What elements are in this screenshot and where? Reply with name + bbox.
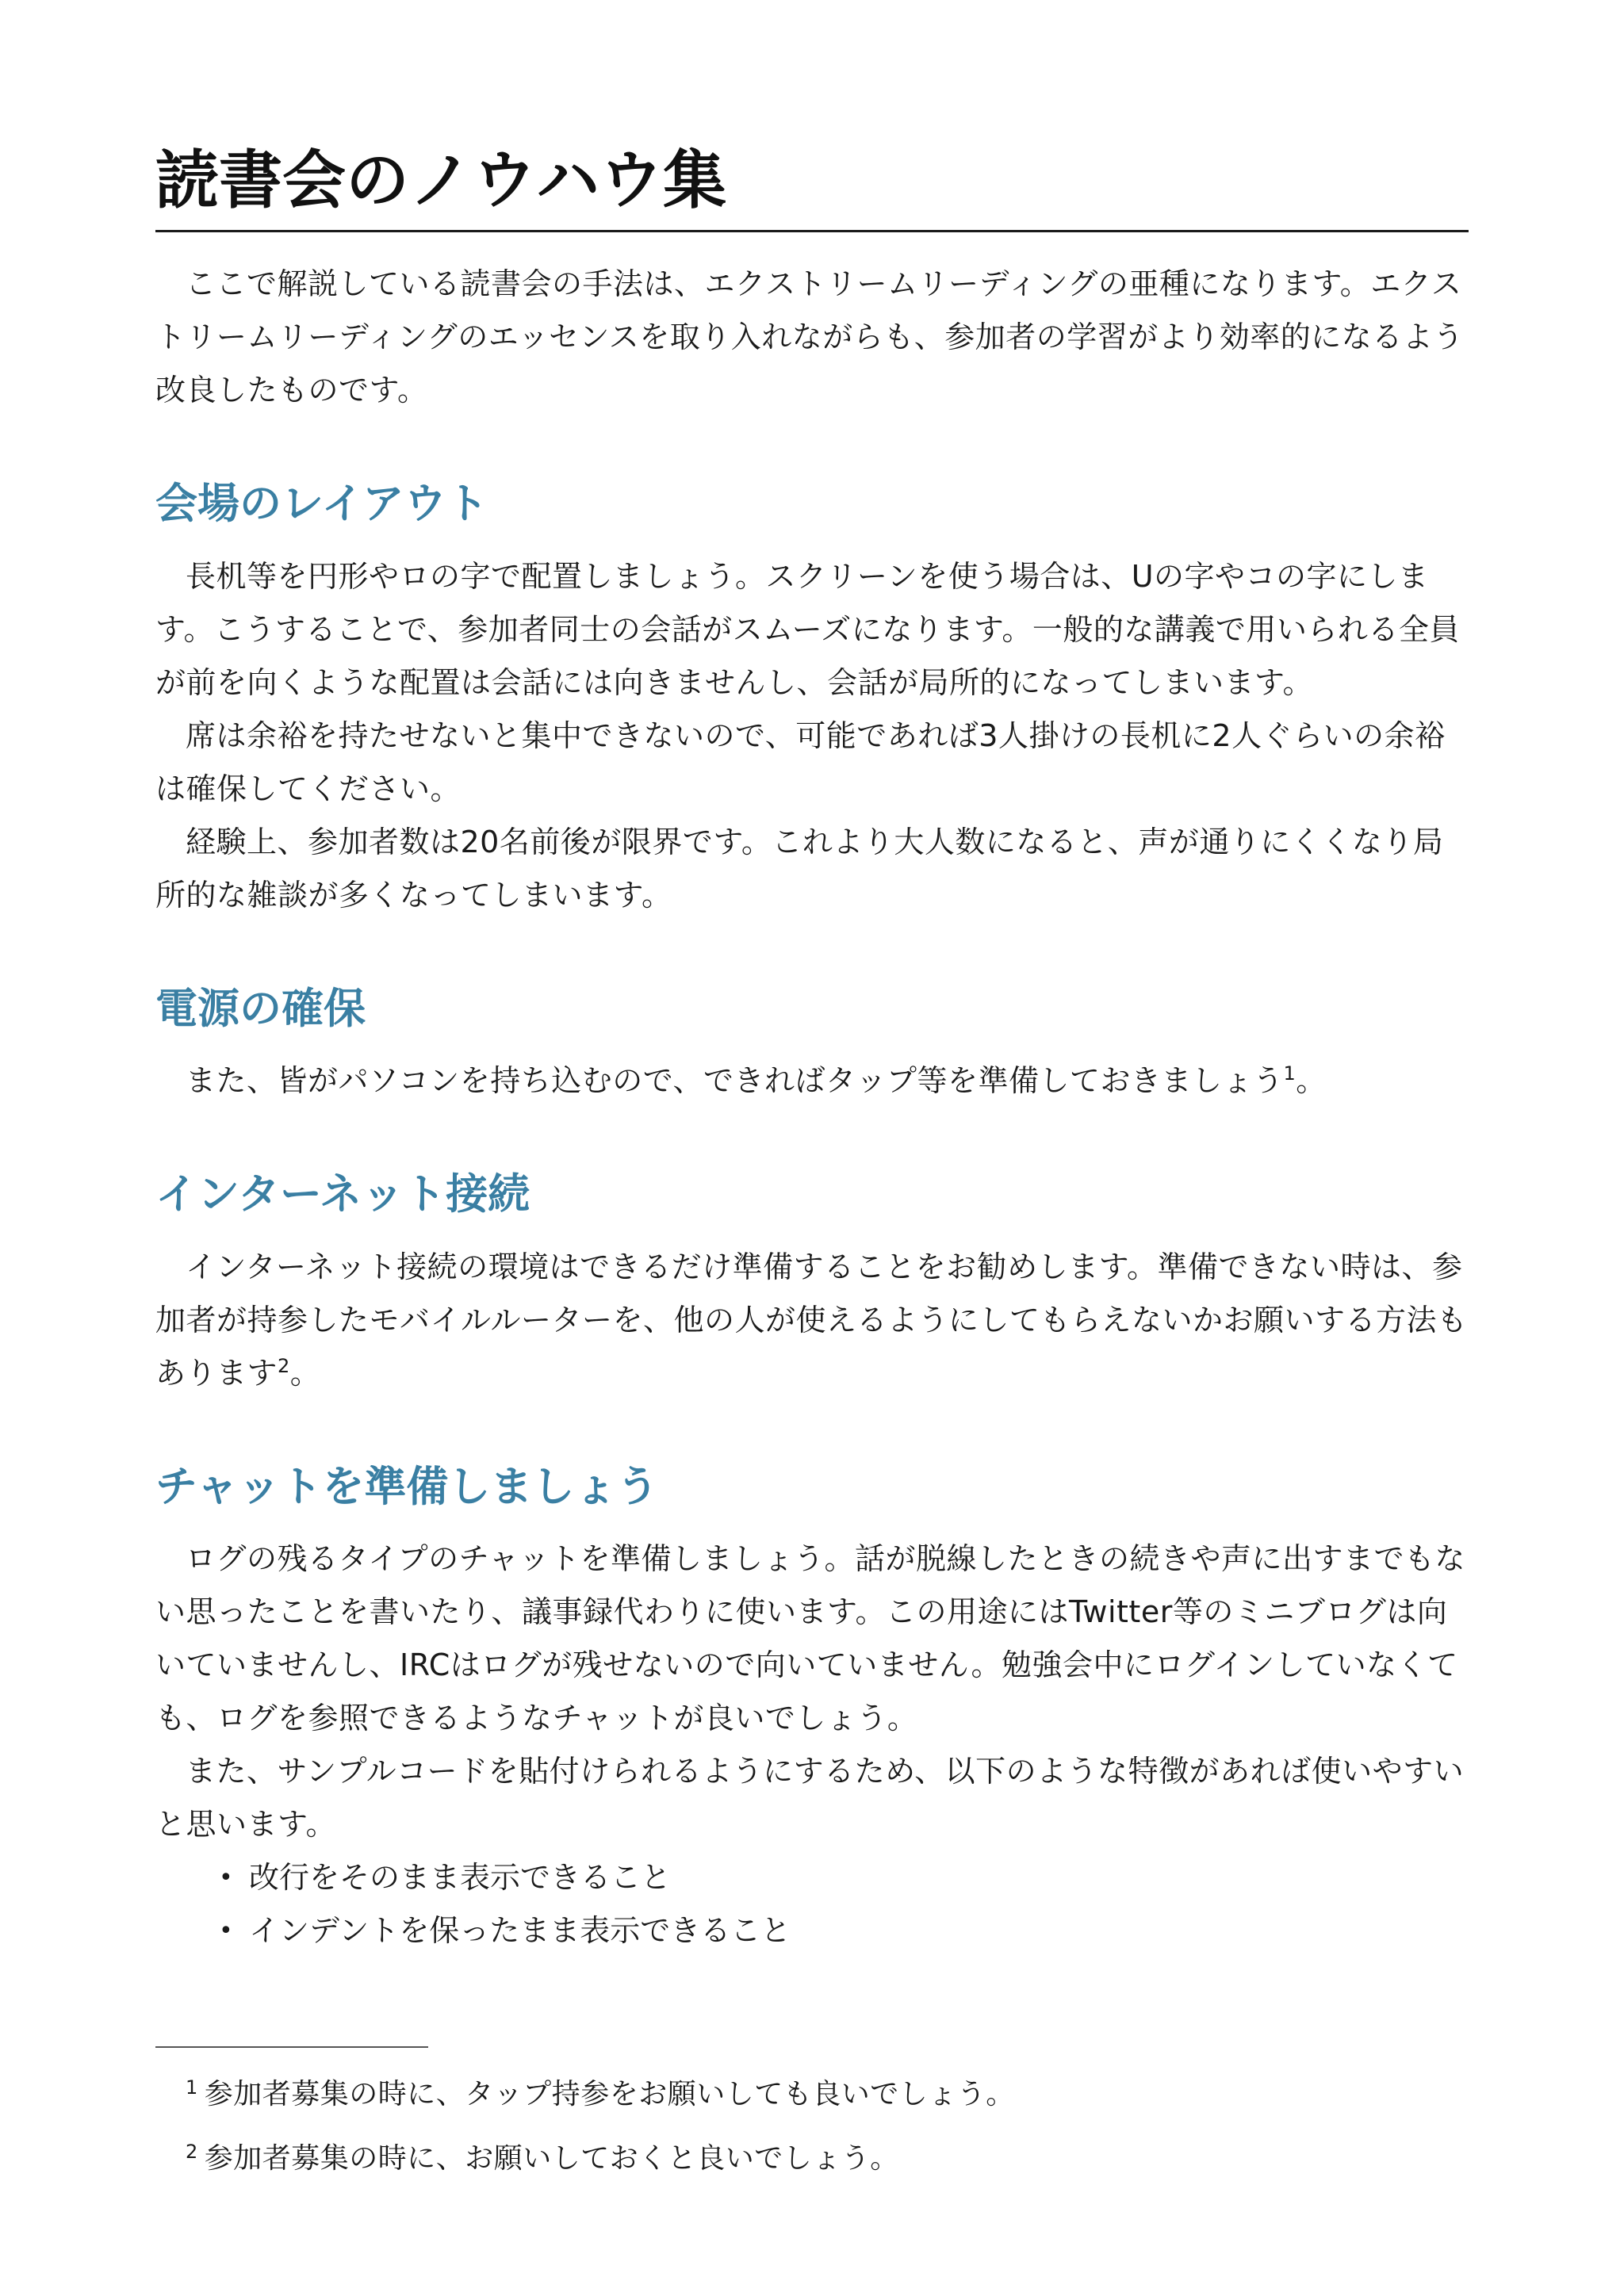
chat-paragraph-1: ログの残るタイプのチャットを準備しましょう。話が脱線したときの続きや声に出すまでもない思ったことを書いたり、議事録代わりに使います。この用途にはTwitter等のミニブログは向いていませんし、IRCはログが残せないので向いていません。勉強会中にログインしていなくても、ログを参照できるようなチャットが良いでしょう。 bbox=[155, 1541, 1465, 1736]
footnote-ref-2[interactable]: 2 bbox=[278, 1354, 290, 1377]
list-item-text: インデントを保ったまま表示できること bbox=[249, 1913, 791, 1949]
list-item bbox=[219, 1851, 1469, 1904]
section-heading-power: 電源の確保 bbox=[155, 984, 366, 1033]
list-item-text: 改行をそのまま表示できること bbox=[249, 1860, 672, 1896]
chat-feature-list bbox=[155, 1851, 1469, 1957]
layout-paragraph-2: 席は余裕を持たせないと集中できないので、可能であれば3人掛けの長机に2人ぐらいの余裕は確保してください。 bbox=[155, 718, 1446, 806]
section-heading-chat: チャットを準備しましょう bbox=[155, 1462, 659, 1511]
bullet-icon: • bbox=[219, 1917, 233, 1946]
footnote-number: 1 bbox=[186, 2076, 198, 2099]
internet-paragraph-text: インターネット接続の環境はできるだけ準備することをお勧めします。準備できない時は、参加者が持参したモバイルルーターを、他の人が使えるようにしてもらえないかお願いする方法もあります bbox=[155, 1249, 1468, 1391]
section-heading-internet: インターネット接続 bbox=[155, 1170, 530, 1219]
layout-paragraph-3: 経験上、参加者数は20名前後が限界です。これより大人数になると、声が通りにくくなり局所的な雑談が多くなってしまいます。 bbox=[155, 824, 1444, 913]
footnote-ref-1[interactable]: 1 bbox=[1283, 1062, 1297, 1085]
footnote-1 bbox=[155, 2059, 1469, 2123]
section-heading-layout: 会場のレイアウト bbox=[155, 480, 488, 528]
footnote-text: 参加者募集の時に、タップ持参をお願いしても良いでしょう。 bbox=[204, 2078, 1015, 2111]
chat-paragraph-2: また、サンプルコードを貼付けられるようにするため、以下のような特徴があれば使いやすいと思います。 bbox=[155, 1754, 1465, 1843]
list-item bbox=[219, 1904, 1469, 1957]
internet-paragraph-end: 。 bbox=[289, 1355, 321, 1391]
internet-paragraph bbox=[155, 1241, 1469, 1400]
power-paragraph-end: 。 bbox=[1296, 1063, 1327, 1099]
page-title: 読書会のノウハウ集 bbox=[155, 143, 1469, 232]
power-paragraph bbox=[155, 1054, 1469, 1108]
intro-paragraph: ここで解説している読書会の手法は、エクストリームリーディングの亜種になります。エクストリームリーディングのエッセンスを取り入れながらも、参加者の学習がより効率的になるよう改良したものです。 bbox=[155, 266, 1464, 408]
footnote-number: 2 bbox=[186, 2141, 198, 2164]
footnote-text: 参加者募集の時に、お願いしておくと良いでしょう。 bbox=[204, 2142, 899, 2175]
layout-paragraph-1: 長机等を円形やロの字で配置しましょう。スクリーンを使う場合は、Uの字やコの字にします。こうすることで、参加者同士の会話がスムーズになります。一般的な講義で用いられる全員が前を向くような配置は会話には向きませんし、会話が局所的になってしまいます。 bbox=[155, 558, 1460, 700]
footnote-divider bbox=[155, 2046, 428, 2048]
footnote-2 bbox=[155, 2123, 1469, 2187]
power-paragraph-text: また、皆がパソコンを持ち込むので、できればタップ等を準備しておきましょう bbox=[186, 1063, 1284, 1099]
footnotes bbox=[155, 2059, 1469, 2187]
bullet-icon: • bbox=[219, 1864, 233, 1892]
